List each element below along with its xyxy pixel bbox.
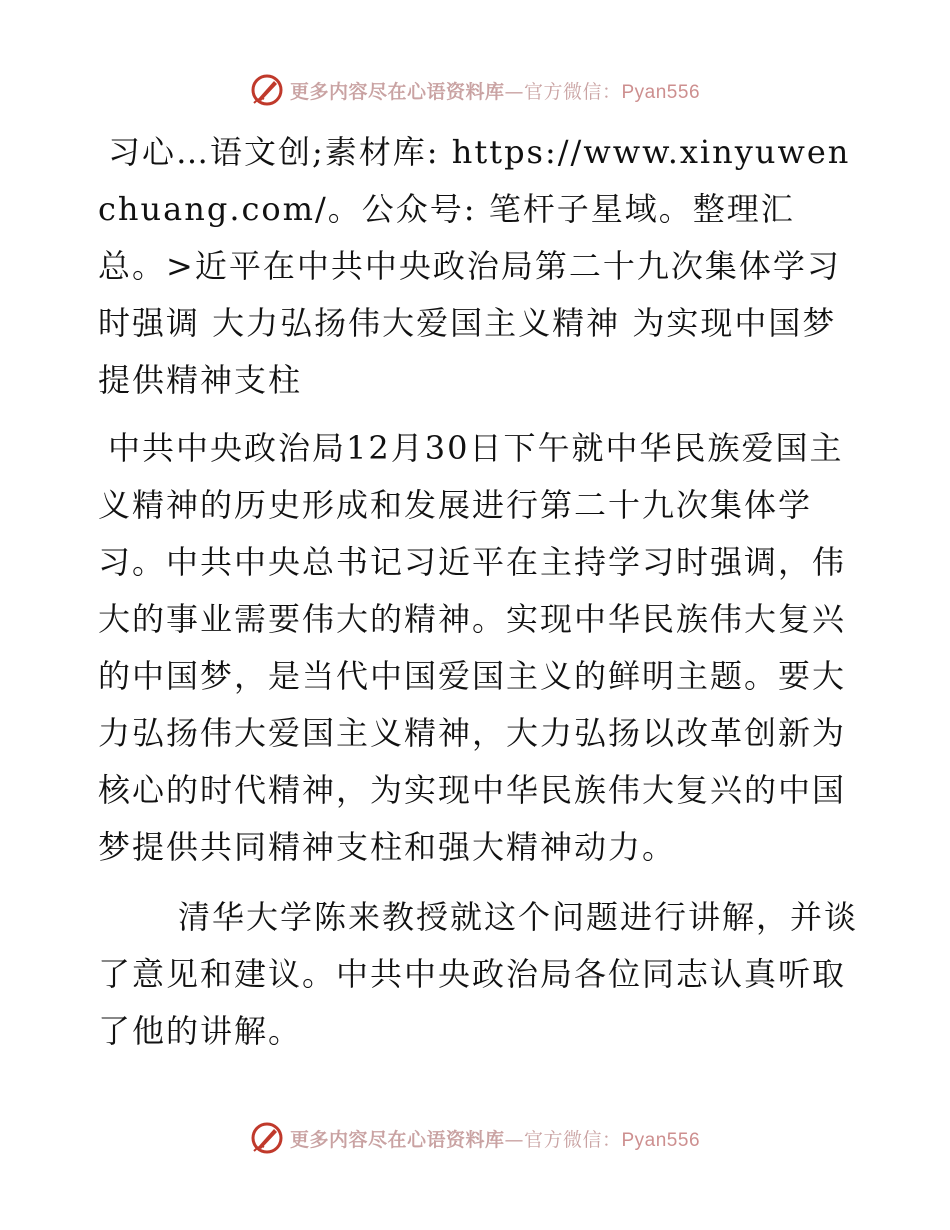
paragraph-lecture: 清华大学陈来教授就这个问题进行讲解，并谈了意见和建议。中共中央政治局各位同志认真听取了他的讲解。: [98, 898, 859, 1050]
watermark-text: [290, 77, 700, 104]
document-body: [98, 124, 858, 1060]
footer-watermark: [0, 1118, 950, 1158]
paragraph-title: 习心…语文创;素材库: https://www.xinyuwenchuang.com/。公众号: 笔杆子星域。整理汇总。>近平在中共中央政治局第二十九次集体学习时强调 大力弘扬伟大爱国主义精神 为实现中国梦提供精神支柱: [98, 133, 851, 399]
watermark-text: [290, 1125, 700, 1152]
watermark-wechat-label: 官方微信：: [523, 1128, 622, 1151]
watermark-main: 更多内容尽在心语资料库: [289, 80, 505, 103]
watermark-wechat-label: 官方微信：: [523, 80, 622, 103]
watermark-wechat-id: Pyan556: [621, 1129, 701, 1151]
quill-logo-icon: [250, 1121, 284, 1155]
watermark-main: 更多内容尽在心语资料库: [289, 1128, 505, 1151]
watermark-wechat-id: Pyan556: [621, 81, 701, 103]
watermark-separator: —: [504, 1128, 524, 1151]
paragraph-lead: 中共中央政治局12月30日下午就中华民族爱国主义精神的历史形成和发展进行第二十九次集体学习。中共中央总书记习近平在主持学习时强调，伟大的事业需要伟大的精神。实现中华民族伟大复兴的中国梦，是当代中国爱国主义的鲜明主题。要大力弘扬伟大爱国主义精神，大力弘扬以改革创新为核心的时代精神，为实现中华民族伟大复兴的中国梦提供共同精神支柱和强大精神动力。: [98, 429, 847, 866]
watermark-separator: —: [504, 80, 524, 103]
quill-logo-icon: [250, 73, 284, 107]
header-watermark: [0, 70, 950, 110]
